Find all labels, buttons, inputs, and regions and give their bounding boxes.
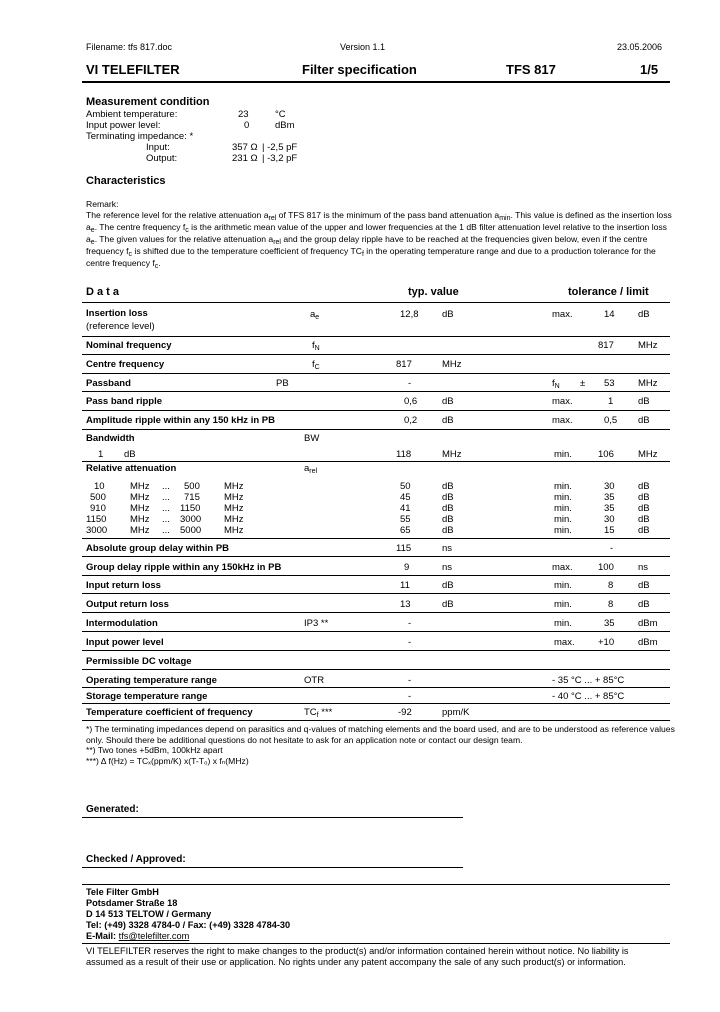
relatt-dots: ... xyxy=(162,492,170,503)
relatt-symbol: $a_{rel}$ xyxy=(304,463,318,475)
relatt-u1: MHz xyxy=(130,492,150,503)
dcvolt-label: Permissible DC voltage xyxy=(86,656,192,667)
relatt-f2: 3000 xyxy=(180,514,202,525)
intermod-label: Intermodulation xyxy=(86,618,158,629)
ambient-value: 23 xyxy=(238,109,249,120)
row-rule xyxy=(82,538,670,539)
note-2: **) Two tones +5dBm, 100kHz apart xyxy=(86,745,223,755)
outret-limval: 8 xyxy=(608,599,614,610)
insertion-typ: 12,8 xyxy=(400,309,419,320)
product-code: TFS 817 xyxy=(506,62,556,77)
relatt-limval: 30 xyxy=(604,481,615,492)
ampripple-limval: 0,5 xyxy=(604,415,618,426)
row-rule xyxy=(82,650,670,651)
inret-unit: dB xyxy=(442,580,454,591)
pbripple-typ: 0,6 xyxy=(404,396,418,407)
bw-typ: 118 xyxy=(396,449,412,460)
ampripple-unit: dB xyxy=(442,415,454,426)
footnotes xyxy=(86,724,676,766)
optemp-lim: - 35 °C ... + 85°C xyxy=(552,675,625,686)
ambient-label: Ambient temperature: xyxy=(86,109,178,120)
table-header-rule xyxy=(82,302,670,303)
row-rule xyxy=(82,461,670,462)
relatt-f1: 500 xyxy=(90,492,106,503)
centre-label: Centre frequency xyxy=(86,359,165,370)
nominal-limunit: MHz xyxy=(638,340,658,351)
intermod-limunit: dBm xyxy=(638,618,658,629)
inpower-limval: +10 xyxy=(598,637,615,648)
filename: Filename: tfs 817.doc xyxy=(86,42,173,52)
relatt-limunit: dB xyxy=(638,514,650,525)
passband-limunit: MHz xyxy=(638,378,658,389)
relatt-f2: 715 xyxy=(184,492,200,503)
relatt-limunit: dB xyxy=(638,503,650,514)
footer-line-2: Potsdamer Straße 18 xyxy=(86,898,178,908)
absgd-label: Absolute group delay within PB xyxy=(86,543,230,554)
passband-limval: 53 xyxy=(604,378,615,389)
passband-lim: $f_N$ xyxy=(552,378,560,390)
output-label: Output: xyxy=(146,153,178,164)
relatt-lim: min. xyxy=(554,481,572,492)
outret-lim: min. xyxy=(554,599,572,610)
intermod-symbol: IP3 ** xyxy=(304,618,329,629)
remark-line-4: frequency $f_c$ is shifted due to the temperature coefficient of frequency $TC_f$ in the operating temperature range and due to a production tolerance for the xyxy=(86,246,656,258)
insertion-symbol: $a_e$ xyxy=(310,309,320,321)
relatt-f1: 10 xyxy=(94,481,105,492)
row-rule xyxy=(82,373,670,374)
relatt-typ: 45 xyxy=(400,492,411,503)
relatt-dots: ... xyxy=(162,514,170,525)
page-number: 1/5 xyxy=(640,62,659,77)
output-cap: | -3,2 pF xyxy=(262,153,298,164)
relatt-limval: 30 xyxy=(604,514,615,525)
bw-limunit: MHz xyxy=(638,449,658,460)
footer-email-row: E-Mail: tfs@telefilter.com xyxy=(86,931,190,941)
inret-typ: 11 xyxy=(400,580,410,591)
insertion-unit: dB xyxy=(442,309,454,320)
gdripple-label: Group delay ripple within any 150kHz in PB xyxy=(86,562,282,573)
row-rule xyxy=(82,720,670,721)
nominal-symbol: $f_N$ xyxy=(312,340,320,352)
outret-limunit: dB xyxy=(638,599,650,610)
bw-lim: min. xyxy=(554,449,572,460)
disclaimer xyxy=(86,946,686,968)
relatt-u2: MHz xyxy=(224,514,244,525)
company-name: VI TELEFILTER xyxy=(86,62,180,77)
absgd-typ: 115 xyxy=(396,543,412,554)
passband-symbol: PB xyxy=(276,378,289,389)
checked-line xyxy=(82,867,463,868)
relatt-unit: dB xyxy=(442,525,454,536)
output-value: 231 Ω xyxy=(232,153,258,164)
relatt-f1: 1150 xyxy=(86,514,107,525)
relatt-u2: MHz xyxy=(224,525,244,536)
intermod-lim: min. xyxy=(554,618,572,629)
nominal-label: Nominal frequency xyxy=(86,340,172,351)
remark-line-2: $a_e$. The centre frequency $f_c$ is the arithmetic mean value of the upper and lower frequencies at the 1 dB filter attenuation level relative to the insertion loss xyxy=(86,222,667,234)
gdripple-typ: 9 xyxy=(404,562,410,573)
passband-pm: ± xyxy=(580,378,586,389)
relatt-f1: 910 xyxy=(90,503,106,514)
relatt-limval: 15 xyxy=(604,525,615,536)
impedance-label: Terminating impedance: * xyxy=(86,131,194,142)
pbripple-label: Pass band ripple xyxy=(86,396,163,407)
relatt-label: Relative attenuation xyxy=(86,463,177,474)
relatt-f2: 1150 xyxy=(180,503,201,514)
inpower-limunit: dBm xyxy=(638,637,658,648)
nominal-limval: 817 xyxy=(598,340,614,351)
outret-typ: 13 xyxy=(400,599,411,610)
optemp-label: Operating temperature range xyxy=(86,675,217,686)
sttemp-lim: - 40 °C ... + 85°C xyxy=(552,691,625,702)
relatt-u1: MHz xyxy=(130,503,150,514)
passband-label: Passband xyxy=(86,378,131,389)
row-rule xyxy=(82,575,670,576)
bw-level-unit: dB xyxy=(124,449,136,460)
relatt-dots: ... xyxy=(162,481,170,492)
col-data-header: D a t a xyxy=(86,286,120,298)
optemp-typ: - xyxy=(408,675,412,686)
disclaimer-2: assumed as a result of their use or application. No rights under any patent accompany the sale of any such product(s) or information. xyxy=(86,957,626,967)
version: Version 1.1 xyxy=(340,42,386,52)
bw-symbol: BW xyxy=(304,433,320,444)
relatt-typ: 50 xyxy=(400,481,411,492)
insertion-limunit: dB xyxy=(638,309,650,320)
pbripple-limval: 1 xyxy=(608,396,614,407)
bw-limval: 106 xyxy=(598,449,614,460)
relatt-typ: 55 xyxy=(400,514,411,525)
row-rule xyxy=(82,410,670,411)
relatt-lim: min. xyxy=(554,525,572,536)
relatt-lim: min. xyxy=(554,492,572,503)
insertion-sub: (reference level) xyxy=(86,321,155,332)
note-3: ***) Δ f(Hz) = TCₓ(ppm/K) x(T-T₀) x fₙ(MHz) xyxy=(86,755,249,766)
input-value: 357 Ω xyxy=(232,142,258,153)
centre-unit: MHz xyxy=(442,359,462,370)
outret-unit: dB xyxy=(442,599,454,610)
relatt-f2: 500 xyxy=(184,481,200,492)
absgd-unit: ns xyxy=(442,543,453,554)
ampripple-typ: 0,2 xyxy=(404,415,418,426)
relatt-u2: MHz xyxy=(224,481,244,492)
remark-line-3: $a_e$. The given values for the relative attenuation $a_{rel}$ and the group delay ripple have to be reached at the frequencies given below, even if the centre xyxy=(86,234,648,246)
remark-title: Remark: xyxy=(86,199,119,209)
inpower-label: Input power level xyxy=(86,637,164,648)
bw-level: 1 xyxy=(98,449,104,460)
generated-label: Generated: xyxy=(86,804,139,815)
power-unit: dBm xyxy=(275,120,295,131)
note-1b: only. Should there be additional questions do not hesitate to ask for an application note or contact our design team. xyxy=(86,734,523,745)
inret-limunit: dB xyxy=(638,580,650,591)
footer-line-1: Tele Filter GmbH xyxy=(86,887,159,897)
relatt-u1: MHz xyxy=(130,481,150,492)
header-rule xyxy=(82,81,670,83)
power-value: 0 xyxy=(244,120,250,131)
relatt-unit: dB xyxy=(442,514,454,525)
checked-label: Checked / Approved: xyxy=(86,854,186,865)
ampripple-label: Amplitude ripple within any 150 kHz in PB xyxy=(86,415,275,426)
footer-rule-2 xyxy=(82,943,670,944)
footer-rule xyxy=(82,884,670,885)
row-rule xyxy=(82,556,670,557)
power-label: Input power level: xyxy=(86,120,161,131)
email-link[interactable]: tfs@telefilter.com xyxy=(118,931,190,941)
remark-line-1: The reference level for the relative attenuation $a_{rel}$ of TFS 817 is the minimum of the pass band attenuation $a_{min}$. This value is defined as the insertion loss xyxy=(86,210,672,222)
relatt-unit: dB xyxy=(442,503,454,514)
centre-typ: 817 xyxy=(396,359,412,370)
input-label: Input: xyxy=(146,142,170,153)
pbripple-lim: max. xyxy=(552,396,573,407)
relatt-lim: min. xyxy=(554,514,572,525)
inret-label: Input return loss xyxy=(86,580,161,591)
note-1a: *) The terminating impedances depend on parasitics and q-values of matching elements and the board used, and are to be understood as reference values xyxy=(86,724,675,734)
relatt-f2: 5000 xyxy=(180,525,202,536)
relatt-u1: MHz xyxy=(130,525,150,536)
gdripple-limunit: ns xyxy=(638,562,649,573)
insertion-limval: 14 xyxy=(604,309,615,320)
pbripple-unit: dB xyxy=(442,396,454,407)
relatt-limunit: dB xyxy=(638,525,650,536)
row-rule xyxy=(82,631,670,632)
insertion-lim: max. xyxy=(552,309,573,320)
doc-title: Filter specification xyxy=(302,62,417,77)
measurement-heading: Measurement condition xyxy=(86,96,210,108)
remark-text xyxy=(86,209,672,269)
insertion-label: Insertion loss xyxy=(86,308,148,319)
relatt-u2: MHz xyxy=(224,503,244,514)
relatt-lim: min. xyxy=(554,503,572,514)
relatt-unit: dB xyxy=(442,481,454,492)
ampripple-limunit: dB xyxy=(638,415,650,426)
relatt-unit: dB xyxy=(442,492,454,503)
row-rule xyxy=(82,703,670,704)
input-cap: | -2,5 pF xyxy=(262,142,298,153)
optemp-symbol: OTR xyxy=(304,675,325,686)
inpower-typ: - xyxy=(408,637,412,648)
tc-symbol: $TC_f$ *** xyxy=(304,707,333,719)
disclaimer-1: VI TELEFILTER reserves the right to make changes to the product(s) and/or information contained herein without notice. No liability is xyxy=(86,946,629,956)
relatt-limval: 35 xyxy=(604,503,615,514)
row-rule xyxy=(82,612,670,613)
row-rule xyxy=(82,429,670,430)
pbripple-limunit: dB xyxy=(638,396,650,407)
relatt-u1: MHz xyxy=(130,514,150,525)
col-typ-header: typ. value xyxy=(408,286,459,298)
relatt-dots: ... xyxy=(162,503,170,514)
intermod-typ: - xyxy=(408,618,412,629)
gdripple-unit: ns xyxy=(442,562,453,573)
inret-limval: 8 xyxy=(608,580,614,591)
outret-label: Output return loss xyxy=(86,599,169,610)
remark-line-5: centre frequency $f_c$. xyxy=(86,258,161,270)
absgd-limval: - xyxy=(610,543,614,554)
centre-symbol: $f_C$ xyxy=(312,359,320,371)
relatt-u2: MHz xyxy=(224,492,244,503)
relatt-typ: 65 xyxy=(400,525,411,536)
tc-label: Temperature coefficient of frequency xyxy=(86,707,253,718)
relatt-limunit: dB xyxy=(638,481,650,492)
ambient-unit: °C xyxy=(275,109,286,120)
col-tol-header: tolerance / limit xyxy=(568,286,649,298)
row-rule xyxy=(82,687,670,688)
tc-typ: -92 xyxy=(398,707,412,718)
row-rule xyxy=(82,391,670,392)
relatt-f1: 3000 xyxy=(86,525,108,536)
tc-unit: ppm/K xyxy=(442,707,470,718)
doc-date: 23.05.2006 xyxy=(617,42,663,52)
row-rule xyxy=(82,336,670,337)
bw-unit: MHz xyxy=(442,449,462,460)
inpower-lim: max. xyxy=(554,637,575,648)
sttemp-typ: - xyxy=(408,691,412,702)
relatt-limval: 35 xyxy=(604,492,615,503)
inret-lim: min. xyxy=(554,580,572,591)
sttemp-label: Storage temperature range xyxy=(86,691,208,702)
passband-typ: - xyxy=(408,378,412,389)
relatt-typ: 41 xyxy=(400,503,411,514)
generated-line xyxy=(82,817,463,818)
row-rule xyxy=(82,593,670,594)
gdripple-lim: max. xyxy=(552,562,573,573)
company-address xyxy=(86,887,686,942)
bw-label: Bandwidth xyxy=(86,433,135,444)
footer-line-4: Tel: (+49) 3328 4784-0 / Fax: (+49) 3328 4784-30 xyxy=(86,920,291,930)
footer-line-3: D 14 513 TELTOW / Germany xyxy=(86,909,212,919)
relatt-dots: ... xyxy=(162,525,170,536)
characteristics-heading: Characteristics xyxy=(86,175,166,187)
row-rule xyxy=(82,354,670,355)
relatt-limunit: dB xyxy=(638,492,650,503)
row-rule xyxy=(82,669,670,670)
ampripple-lim: max. xyxy=(552,415,573,426)
intermod-limval: 35 xyxy=(604,618,615,629)
gdripple-limval: 100 xyxy=(598,562,614,573)
